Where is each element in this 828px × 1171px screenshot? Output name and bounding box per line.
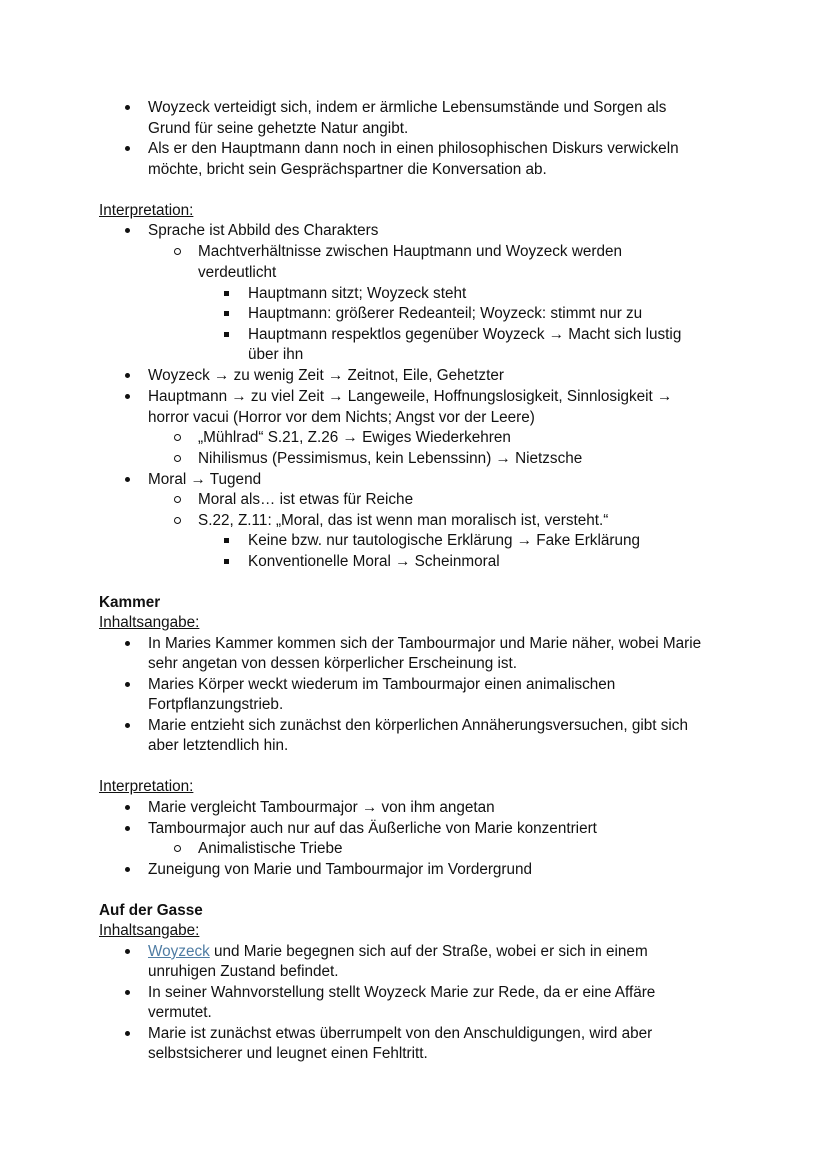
interpretation-heading: Interpretation: — [99, 202, 194, 219]
list-item-continuation: möchte, bricht sein Gesprächspartner die Konversation ab. — [148, 161, 547, 178]
sub-list-item: Machtverhältnisse zwischen Hauptmann und Woyzeck werden — [198, 243, 622, 260]
list-item: Marie entzieht sich zunächst den körperlichen Annäherungsversuchen, gibt sich — [148, 717, 688, 734]
list-item-continuation: vermutet. — [148, 1004, 212, 1021]
list-item: Marie vergleicht Tambourmajor → von ihm angetan — [148, 799, 495, 816]
woyzeck-link[interactable]: Woyzeck — [148, 943, 210, 960]
list-item-continuation: horror vacui (Horror vor dem Nichts; Angst vor der Leere) — [148, 409, 535, 426]
list-item: In seiner Wahnvorstellung stellt Woyzeck Marie zur Rede, da er eine Affäre — [148, 984, 656, 1001]
section-title-kammer: Kammer — [99, 594, 161, 611]
summary-heading: Inhaltsangabe: — [99, 614, 200, 631]
list-item: Woyzeck → zu wenig Zeit → Zeitnot, Eile, Gehetzter — [148, 367, 504, 384]
list-item-continuation: Fortpflanzungstrieb. — [148, 696, 284, 713]
list-item: Woyzeck verteidigt sich, indem er ärmliche Lebensumstände und Sorgen als — [148, 99, 667, 116]
list-item: Hauptmann → zu viel Zeit → Langeweile, Hoffnungslosigkeit, Sinnlosigkeit → — [148, 388, 673, 405]
list-item-continuation: selbstsicherer und leugnet einen Fehltritt. — [148, 1045, 428, 1062]
sub-list-item: Nihilismus (Pessimismus, kein Lebenssinn) → Nietzsche — [198, 450, 583, 467]
sub-sub-list-item: Hauptmann: größerer Redeanteil; Woyzeck: stimmt nur zu — [248, 305, 643, 322]
sub-list-item-continuation: verdeutlicht — [198, 264, 277, 281]
summary-heading: Inhaltsangabe: — [99, 922, 200, 939]
sub-list-item: „Mühlrad“ S.21, Z.26 → Ewiges Wiederkehren — [198, 429, 511, 446]
sub-sub-list-item: Keine bzw. nur tautologische Erklärung → Fake Erklärung — [248, 532, 640, 549]
list-item: Als er den Hauptmann dann noch in einen philosophischen Diskurs verwickeln — [148, 140, 679, 157]
list-item: Woyzeck und Marie begegnen sich auf der Straße, wobei er sich in einem — [148, 943, 648, 960]
list-item-continuation: aber letztendlich hin. — [148, 737, 289, 754]
list-item: Zuneigung von Marie und Tambourmajor im Vordergrund — [148, 861, 533, 878]
list-item: Tambourmajor auch nur auf das Äußerliche von Marie konzentriert — [148, 820, 597, 837]
list-item: In Maries Kammer kommen sich der Tambourmajor und Marie näher, wobei Marie — [148, 635, 702, 652]
list-item-continuation: sehr angetan von dessen körperlicher Erscheinung ist. — [148, 655, 518, 672]
list-item-continuation: Grund für seine gehetzte Natur angibt. — [148, 120, 409, 137]
sub-sub-list-item: Hauptmann sitzt; Woyzeck steht — [248, 285, 467, 302]
sub-sub-list-item-continuation: über ihn — [248, 346, 304, 363]
sub-list-item: Animalistische Triebe — [198, 840, 343, 857]
section-title-auf-der-gasse: Auf der Gasse — [99, 902, 203, 919]
sub-list-item: Moral als… ist etwas für Reiche — [198, 491, 414, 508]
sub-sub-list-item: Konventionelle Moral → Scheinmoral — [248, 553, 500, 570]
list-item: Marie ist zunächst etwas überrumpelt von den Anschuldigungen, wird aber — [148, 1025, 653, 1042]
sub-list-item: S.22, Z.11: „Moral, das ist wenn man moralisch ist, versteht.“ — [198, 512, 609, 529]
list-item: Maries Körper weckt wiederum im Tambourmajor einen animalischen — [148, 676, 616, 693]
sub-sub-list-item: Hauptmann respektlos gegenüber Woyzeck → Macht sich lustig — [248, 326, 682, 343]
list-item: Sprache ist Abbild des Charakters — [148, 222, 379, 239]
list-item-continuation: unruhigen Zustand befindet. — [148, 963, 339, 980]
interpretation-heading: Interpretation: — [99, 778, 194, 795]
list-item: Moral → Tugend — [148, 471, 262, 488]
